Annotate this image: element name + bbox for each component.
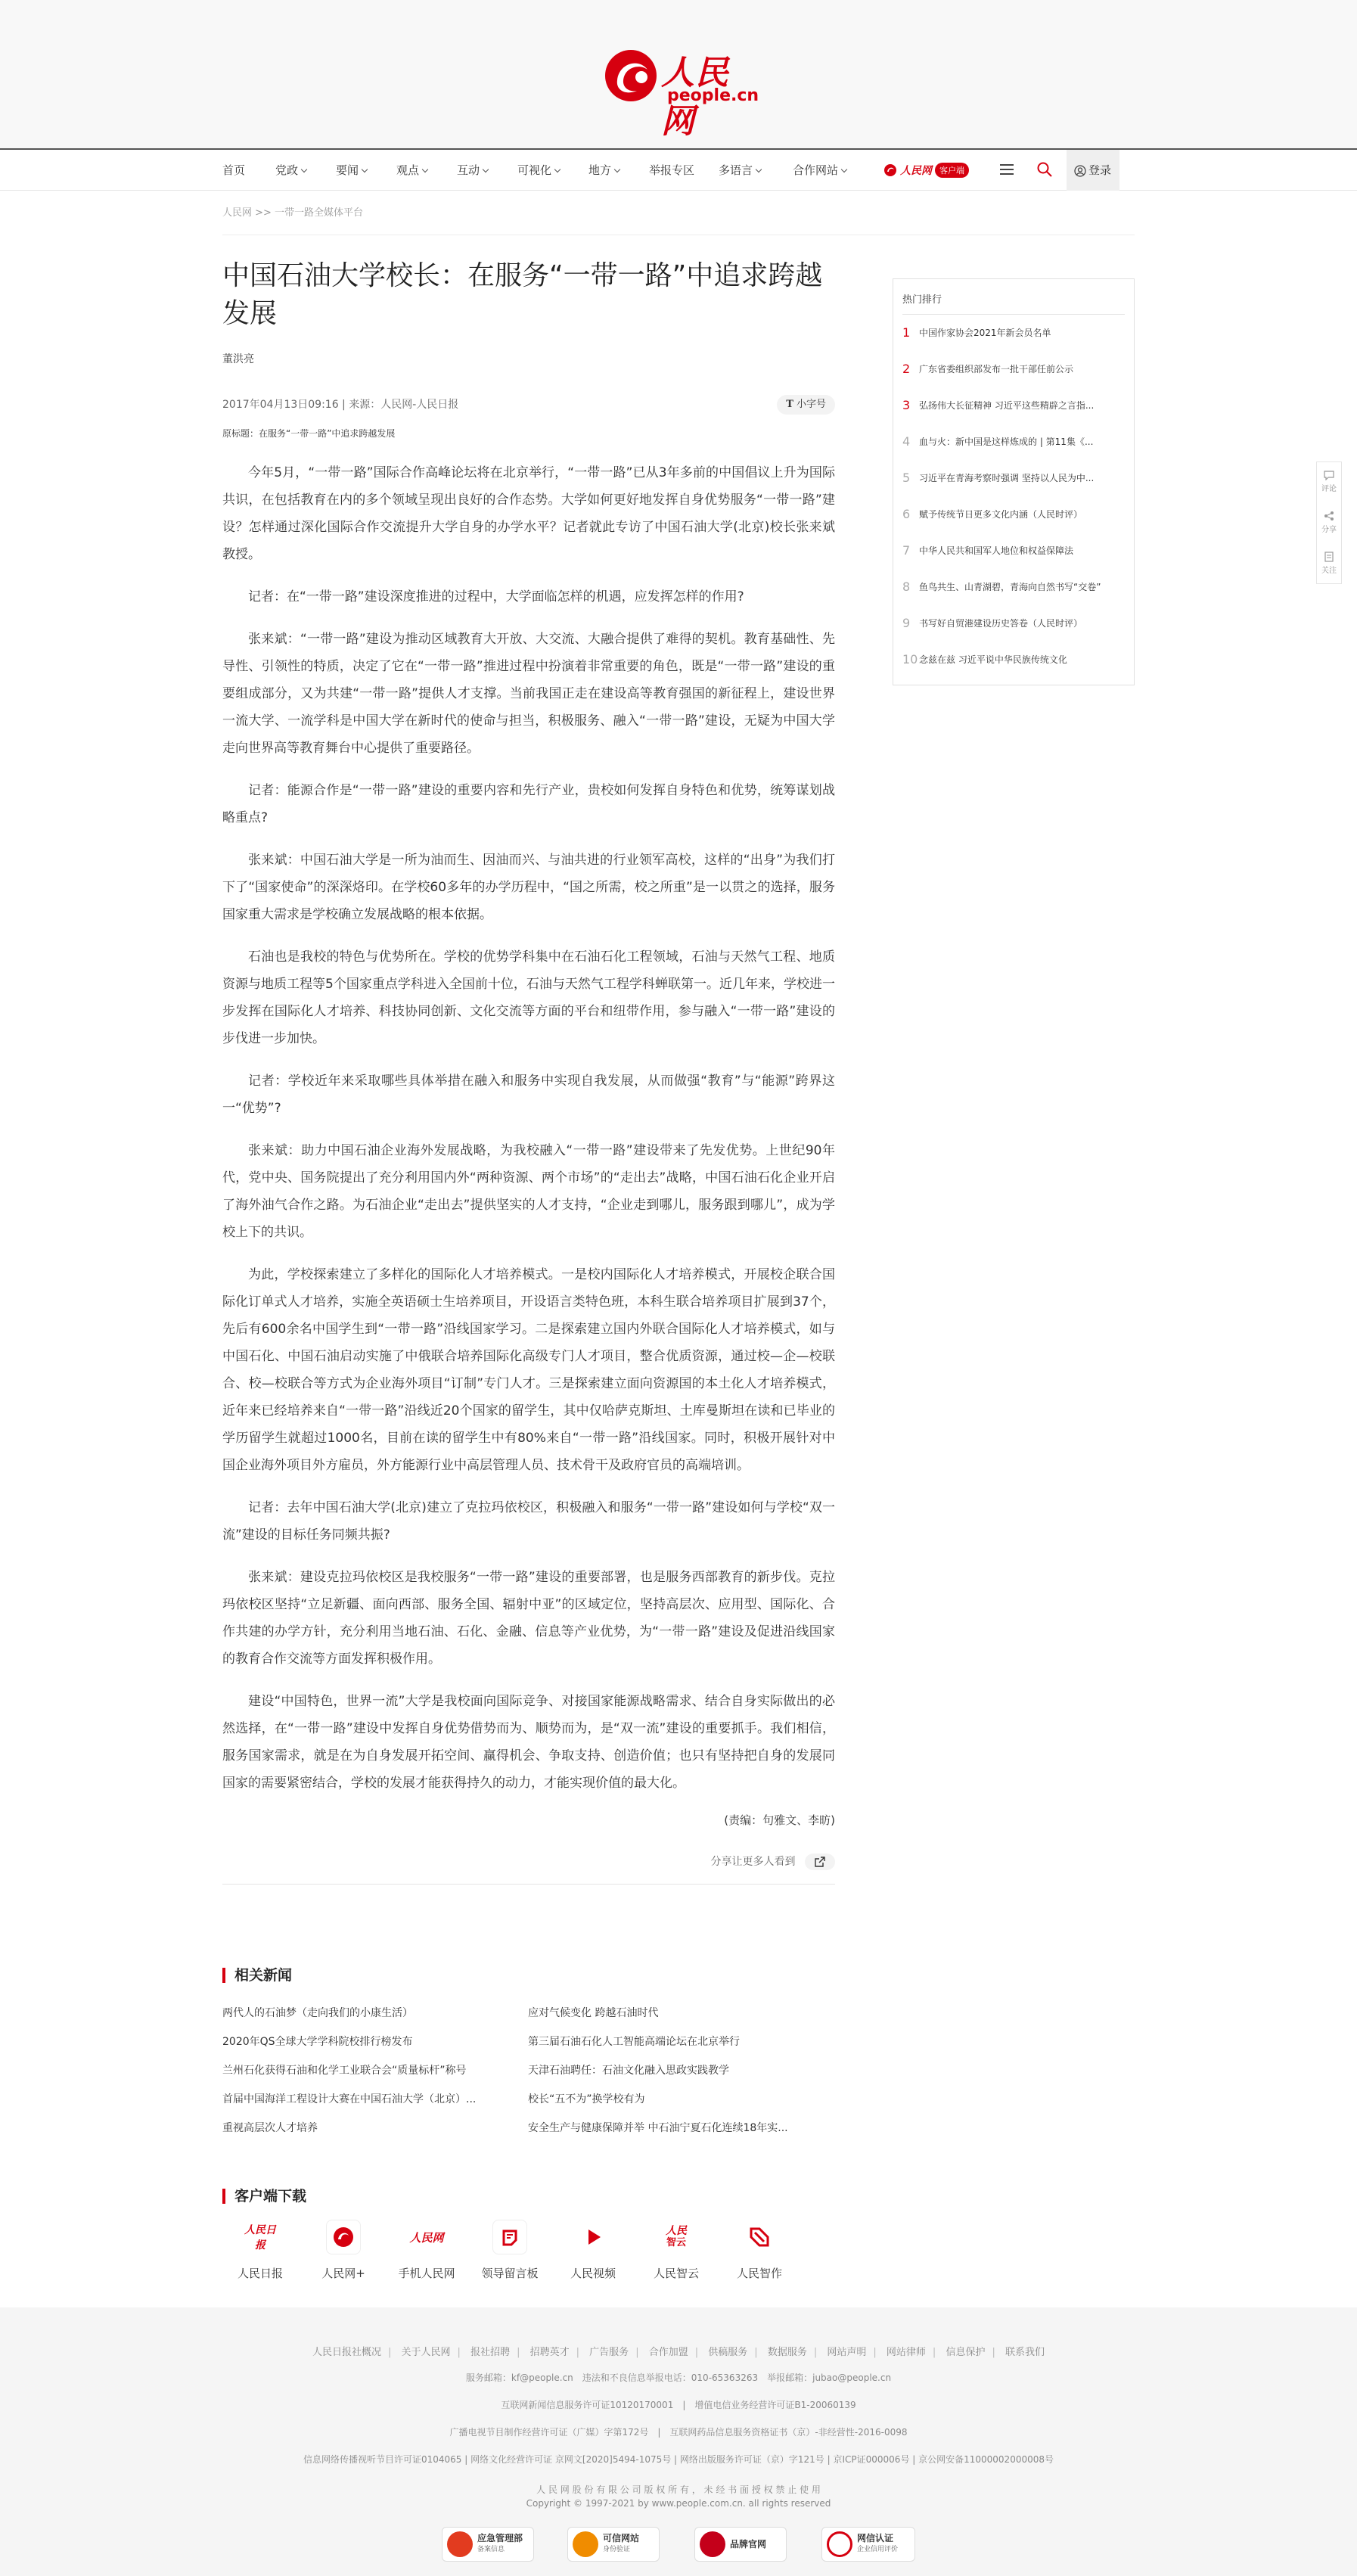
trusted-icon <box>573 2531 598 2557</box>
app-label: 人民智云 <box>653 2267 699 2280</box>
related-news-link[interactable]: 第三届石油石化人工智能高端论坛在北京举行 <box>528 2036 740 2048</box>
header-band <box>0 0 1357 148</box>
hot-rank-number: 7 <box>902 543 911 558</box>
footer-copyright: Copyright © 1997-2021 by www.people.com.cn. all rights reserved <box>526 2498 831 2509</box>
paragraph: 张来斌：助力中国石油企业海外发展战略，为我校融入“一带一路”建设带来了先发优势。上世纪90年代，党中央、国务院提出了充分利用国内外“两种资源、两个市场”的“走出去”战略，中国石油石化企业开启了海外油气合作之路。为石油企业“走出去”提供坚实的人才支持，“企业走到哪儿，服务跟到哪儿”，成为学校上下的共识。 <box>222 1143 835 1240</box>
related-news-link[interactable]: 校长“五不为”换学校有为 <box>528 2093 645 2105</box>
nav-item-report[interactable] <box>649 150 694 191</box>
article-title: 中国石油大学校长：在服务“一带一路”中追求跨越发展 <box>222 260 823 329</box>
hot-item-text: 中国作家协会2021年新会员名单 <box>919 328 1051 338</box>
zhizuo-icon <box>742 2220 777 2254</box>
zhiyun-icon: 人民 智云 <box>666 2225 687 2248</box>
badge-title: 应急管理部 <box>477 2533 523 2543</box>
logo-text-en: people.cn <box>667 86 759 105</box>
footer-link[interactable]: 网站声明 <box>827 2347 867 2358</box>
hot-rank-number: 9 <box>902 616 911 630</box>
paragraph: 记者：能源合作是“一带一路”建设的重要内容和先行产业，贵校如何发挥自身特色和优势，统筹谋划战略重点? <box>222 783 835 825</box>
footer-license: 信息网络传播视听节目许可证0104065 | 网络文化经营许可证 京网文[2020]5494-1075号 | 网络出版服务许可证（京）字121号 | 京ICP证000006号 | 京公网安备11000002000008号 <box>303 2454 1054 2465</box>
main-nav <box>0 148 1357 191</box>
rm-logo-icon <box>883 163 897 177</box>
logo-swirl-icon <box>602 47 660 104</box>
hot-item-text: 弘扬伟大长征精神 习近平这些精辟之言指... <box>919 400 1095 411</box>
hot-item[interactable] <box>902 506 1129 521</box>
play-icon <box>576 2220 610 2254</box>
chevron-down-icon <box>554 166 560 172</box>
related-news-heading: 相关新闻 <box>222 1968 292 1983</box>
hot-rank-number: 1 <box>902 325 911 340</box>
chevron-down-icon <box>422 166 428 172</box>
paragraph: 为此，学校探索建立了多样化的国际化人才培养模式。一是校内国际化人才培养模式，开展校企联合国际化订单式人才培养，实施全英语硕士生培养项目，开设语言类特色班，本科生联合培养项目扩展到37个，先后有600余名中国学生到“一带一路”沿线国家学习。二是探索建立国内外联合国际化人才培养模式，如与中国石化、中国石油启动实施了中俄联合培养国际化高级专门人才项目，整合优质资源，通过校—企—校联合、校—校联合等方式为企业海外项目“订制”专门人才。三是探索建立面向资源国的本土化人才培养模式，近年来已经培养来自“一带一路”沿线近20个国家的留学生，其中仅哈萨克斯坦、土库曼斯坦在读和已毕业的学历留学生就超过1000名，目前在读的留学生中有80%来自“一带一路”沿线国家。同时，积极开展针对中国企业海外项目外方雇员，外方能源行业中高层管理人员、技术骨干及政府官员的高端培训。 <box>222 1267 835 1473</box>
brand-icon <box>700 2531 725 2557</box>
emergency-badge[interactable] <box>442 2527 534 2562</box>
footer-link[interactable]: 联系我们 <box>1005 2347 1045 2358</box>
hot-rank-number: 3 <box>902 398 911 412</box>
badge-sub: 企业信用评价 <box>857 2546 899 2553</box>
client-badge: 客户端 <box>935 163 969 178</box>
hot-item-text: 广东省委组织部发布一批干部任前公示 <box>919 364 1074 374</box>
client-app-link[interactable] <box>883 162 969 179</box>
footer-link[interactable]: 数据服务 <box>767 2347 807 2358</box>
hot-item[interactable] <box>902 470 1129 485</box>
app-mobile-rmw[interactable] <box>389 2220 464 2281</box>
hot-ranking-title: 热门排行 <box>902 294 942 306</box>
badge-sub: 备案信息 <box>477 2546 505 2553</box>
brand-site-badge[interactable] <box>694 2527 787 2562</box>
footer-link[interactable]: 报社招聘 <box>470 2347 511 2358</box>
rmw-plus-icon <box>326 2220 361 2254</box>
hot-rank-number: 8 <box>902 580 911 594</box>
search-icon[interactable] <box>1036 161 1053 178</box>
related-news-link[interactable]: 天津石油聘任：石油文化融入思政实践教学 <box>528 2065 729 2077</box>
nav-label: 合作网站 <box>793 163 839 177</box>
nav-label: 要闻 <box>336 163 359 177</box>
related-news-link[interactable]: 两代人的石油梦（走向我们的小康生活） <box>222 2007 413 2019</box>
paragraph: 记者：去年中国石油大学(北京)建立了克拉玛依校区，积极融入和服务“一带一路”建设如何与学校“双一流”建设的目标任务同频共振? <box>222 1500 835 1543</box>
follow-icon <box>1324 552 1334 562</box>
footer <box>0 2307 1357 2576</box>
shield-icon <box>447 2531 473 2557</box>
app-rm-video[interactable] <box>555 2220 631 2281</box>
hot-rank-number: 6 <box>902 507 911 521</box>
hot-item[interactable] <box>902 433 1129 449</box>
share-icon <box>814 1856 826 1868</box>
paragraph: 张来斌：“一带一路”建设为推动区域教育大开放、大交流、大融合提供了难得的契机。教育基础性、先导性、引领性的特质，决定了它在“一带一路”推进过程中扮演着非常重要的角色，既是“一带一路”建设的重要组成部分，又为共建“一带一路”提供人才支撑。当前我国正走在建设高等教育强国的新征程上，建设世界一流大学、一流学科是中国大学在新时代的使命与担当，积极服务、融入“一带一路”建设，无疑为中国大学走向世界高等教育舞台中心提供了重要路径。 <box>222 632 835 756</box>
nav-item-languages[interactable] <box>719 150 761 191</box>
app-rm-zhizuo[interactable] <box>722 2220 797 2281</box>
chevron-down-icon <box>483 166 489 172</box>
app-rm-zhiyun[interactable] <box>638 2220 714 2281</box>
nav-item-news[interactable] <box>336 150 367 191</box>
login-label: 登录 <box>1088 163 1112 177</box>
side-toolbar <box>1316 461 1342 584</box>
article-meta <box>222 393 835 416</box>
footer-link[interactable]: 关于人民网 <box>401 2347 451 2358</box>
nav-label: 观点 <box>396 163 420 177</box>
paragraph: 石油也是我校的特色与优势所在。学校的优势学科集中在石油石化工程领域，石油与天然气工程、地质资源与地质工程等5个国家重点学科进入全国前十位，石油与天然气工程学科蝉联第一。近几年来，学校进一步发挥在国际化人才培养、科技协同创新、文化交流等方面的平台和纽带作用，参与融入“一带一路”建设的步伐进一步加快。 <box>222 949 835 1046</box>
client-download <box>222 2220 835 2310</box>
app-rmrb[interactable] <box>222 2220 298 2281</box>
footer-license: 广播电视节目制作经营许可证（广媒）字第172号 | 互联网药品信息服务资格证书（京）-非经营性-2016-0098 <box>449 2427 908 2438</box>
rmrb-icon: 人民日报 <box>244 2224 276 2251</box>
app-label: 人民网+ <box>321 2267 365 2280</box>
hot-item-text: 鱼鸟共生、山青湖碧，青海向自然书写“交卷” <box>919 582 1101 592</box>
original-title: 原标题：在服务“一带一路”中追求跨越发展 <box>222 428 396 439</box>
hot-item-text: 书写好自贸港建设历史答卷（人民时评） <box>919 618 1083 629</box>
hot-rank-number: 5 <box>902 471 911 485</box>
related-news-link[interactable]: 重视高层次人才培养 <box>222 2122 318 2134</box>
menu-icon[interactable] <box>998 161 1015 178</box>
nav-item-interact[interactable] <box>457 150 488 191</box>
user-icon <box>1074 165 1086 177</box>
editor-credit: (责编：句雅文、李昉) <box>724 1813 835 1827</box>
hot-item-text: 中华人民共和国军人地位和权益保障法 <box>919 545 1074 556</box>
comment-tool[interactable] <box>1317 462 1341 503</box>
badge-sub: 身份验证 <box>603 2546 631 2553</box>
follow-tool[interactable] <box>1317 544 1341 585</box>
share-icon <box>1324 511 1334 521</box>
app-label: 人民视频 <box>570 2267 616 2280</box>
nav-item-opinion[interactable] <box>396 150 427 191</box>
footer-license: 互联网新闻信息服务许可证10120170001 | 增值电信业务经营许可证B1-20060139 <box>501 2400 856 2410</box>
related-news-link[interactable]: 首届中国海洋工程设计大赛在中国石油大学（北京）... <box>222 2093 477 2105</box>
paragraph: 建设“中国特色，世界一流”大学是我校面向国际竞争、对接国家能源战略需求、结合自身实际做出的必然选择，在“一带一路”建设中发挥自身优势借势而为、顺势而为，是“双一流”建设的重要抓手。我们相信，服务国家需求，就是在为自身发展开拓空间、赢得机会、争取支持、创造价值；也只有坚持把自身的发展同国家的需要紧密结合，学校的发展才能获得持久的动力，才能实现价值的最大化。 <box>222 1694 835 1791</box>
article-body <box>222 459 835 1797</box>
app-label: 人民智作 <box>736 2267 782 2280</box>
chevron-down-icon <box>841 166 847 172</box>
tool-label: 分享 <box>1321 526 1337 534</box>
footer-link[interactable]: 人民日报社概况 <box>312 2347 381 2358</box>
nav-label: 首页 <box>222 163 246 177</box>
app-label: 领导留言板 <box>481 2267 539 2280</box>
related-news-link[interactable]: 兰州石化获得石油和化学工业联合会“质量标杆”称号 <box>222 2065 467 2077</box>
hot-item[interactable] <box>902 397 1129 412</box>
trusted-site-badge[interactable] <box>567 2527 660 2562</box>
app-rmw-plus[interactable] <box>306 2220 381 2281</box>
font-size-label: 小字号 <box>796 399 826 410</box>
hot-item[interactable] <box>902 325 1129 340</box>
nav-label: 党政 <box>275 163 299 177</box>
hot-item[interactable] <box>902 542 1129 558</box>
trust-badges <box>0 2527 1357 2565</box>
hot-item[interactable] <box>902 651 1129 667</box>
badge-title: 可信网站 <box>603 2533 640 2543</box>
client-download-heading: 客户端下载 <box>222 2189 306 2204</box>
hot-ranking-divider <box>902 314 1125 315</box>
breadcrumb[interactable]: 人民网 >> 一带一路全媒体平台 <box>222 207 364 219</box>
badge-title: 品牌官网 <box>730 2538 767 2550</box>
related-news-link[interactable]: 应对气候变化 跨越石油时代 <box>528 2007 659 2019</box>
hot-ranking <box>893 278 1135 685</box>
hot-item-text: 念兹在兹 习近平说中华民族传统文化 <box>919 654 1067 665</box>
mobile-rmw-icon: 人民网 <box>409 2230 444 2245</box>
hot-item-text: 习近平在青海考察时强调 坚持以人民为中... <box>919 473 1095 483</box>
footer-link[interactable]: 招聘英才 <box>529 2347 570 2358</box>
footer-link[interactable]: 广告服务 <box>589 2347 629 2358</box>
font-size-icon: T <box>786 399 793 410</box>
share-row <box>222 1850 835 1873</box>
tool-label: 评论 <box>1321 485 1337 493</box>
comment-icon <box>1324 470 1334 480</box>
paragraph: 今年5月，“一带一路”国际合作高峰论坛将在北京举行，“一带一路”已从3年多前的中国倡议上升为国际共识，在包括教育在内的多个领域呈现出良好的合作态势。大学如何更好地发挥自身优势服务“一带一路”建设？怎样通过深化国际合作交流提升大学自身的办学水平？记者就此专访了中国石油大学(北京)校长张来斌教授。 <box>222 465 835 562</box>
footer-link[interactable]: 网站律师 <box>886 2347 926 2358</box>
paragraph: 记者：在“一带一路”建设深度推进的过程中，大学面临怎样的机遇，应发挥怎样的作用? <box>248 589 744 604</box>
nav-item-visual[interactable] <box>517 150 560 191</box>
hot-item-text: 血与火：新中国是这样炼成的 | 第11集《... <box>919 437 1094 447</box>
nav-label: 多语言 <box>719 163 753 177</box>
hot-rank-number: 2 <box>902 362 911 376</box>
client-logo-text: 人民网 <box>900 165 932 177</box>
cyber-cert-badge[interactable] <box>821 2527 915 2562</box>
hot-rank-number: 4 <box>902 434 911 449</box>
footer-link[interactable]: 合作加盟 <box>648 2347 688 2358</box>
badge-title: 网信认证 <box>857 2533 894 2543</box>
logo-text-cn: 人民网 <box>661 54 729 141</box>
footer-link[interactable]: 供稿服务 <box>708 2347 748 2358</box>
nav-item-local[interactable] <box>588 150 620 191</box>
article <box>222 257 835 1885</box>
related-news-link[interactable]: 2020年QS全球大学学科院校排行榜发布 <box>222 2036 413 2048</box>
article-author: 董洪亮 <box>222 353 254 365</box>
nav-label: 举报专区 <box>649 163 695 177</box>
hot-item[interactable] <box>902 579 1129 594</box>
leader-board-icon <box>492 2220 527 2254</box>
article-date-source: 2017年04月13日09:16 | 来源：人民网-人民日报 <box>222 399 459 411</box>
footer-rights: 人 民 网 股 份 有 限 公 司 版 权 所 有 ， 未 经 书 面 授 权 禁 止 使 用 <box>536 2484 821 2495</box>
footer-link[interactable]: 信息保护 <box>946 2347 986 2358</box>
people-cn-logo[interactable] <box>602 44 759 141</box>
hot-item[interactable] <box>902 615 1129 630</box>
app-leader-board[interactable] <box>472 2220 548 2281</box>
paragraph: 记者：学校近年来采取哪些具体举措在融入和服务中实现自我发展，从而做强“教育”与“能源”跨界这一“优势”? <box>222 1074 835 1116</box>
chevron-down-icon <box>362 166 368 172</box>
hot-rank-number: 10 <box>902 652 918 667</box>
share-tool[interactable] <box>1317 503 1341 544</box>
article-end-divider <box>222 1884 835 1885</box>
login-button[interactable] <box>1067 150 1119 191</box>
chevron-down-icon <box>756 166 762 172</box>
nav-item-home[interactable] <box>222 150 245 191</box>
hot-item-text: 赋予传统节日更多文化内涵（人民时评） <box>919 509 1083 520</box>
nav-label: 可视化 <box>517 163 552 177</box>
hot-item[interactable] <box>902 361 1129 376</box>
cert-icon <box>827 2531 852 2557</box>
app-label: 人民日报 <box>237 2267 283 2280</box>
chevron-down-icon <box>301 166 307 172</box>
share-text: 分享让更多人看到 <box>710 1856 796 1868</box>
related-news-link[interactable]: 安全生产与健康保障并举 中石油宁夏石化连续18年实... <box>528 2122 788 2134</box>
nav-item-party[interactable] <box>275 150 306 191</box>
font-size-toggle[interactable] <box>777 395 835 415</box>
nav-item-partners[interactable] <box>793 150 846 191</box>
chevron-down-icon <box>614 166 620 172</box>
nav-label: 地方 <box>588 163 612 177</box>
app-label: 手机人民网 <box>398 2267 455 2280</box>
share-button[interactable] <box>805 1854 835 1870</box>
nav-label: 互动 <box>457 163 480 177</box>
tool-label: 关注 <box>1321 567 1337 575</box>
paragraph: 张来斌：建设克拉玛依校区是我校服务“一带一路”建设的重要部署，也是服务西部教育的新步伐。克拉玛依校区坚持“立足新疆、面向西部、服务全国、辐射中亚”的区域定位，坚持高层次、应用型、国际化、合作共建的办学方针，充分利用当地石油、石化、金融、信息等产业优势，为“一带一路”建设及促进沿线国家的教育合作交流等方面发挥积极作用。 <box>222 1570 835 1667</box>
footer-contact: 服务邮箱：kf@people.cn 违法和不良信息举报电话：010-65363263 举报邮箱：jubao@people.cn <box>465 2372 892 2383</box>
paragraph: 张来斌：中国石油大学是一所为油而生、因油而兴、与油共进的行业领军高校，这样的“出身”为我们打下了“国家使命”的深深烙印。在学校60多年的办学历程中，“国之所需，校之所重”是一以贯之的选择，服务国家重大需求是学校确立发展战略的根本依据。 <box>222 853 835 922</box>
footer-links: 人民日报社概况 | 关于人民网 | 报社招聘 | 招聘英才 | 广告服务 | 合作加盟 | 供稿服务 | 数据服务 | 网站声明 | 网站律师 | 信息保护 | 联系我们 <box>312 2347 1045 2358</box>
